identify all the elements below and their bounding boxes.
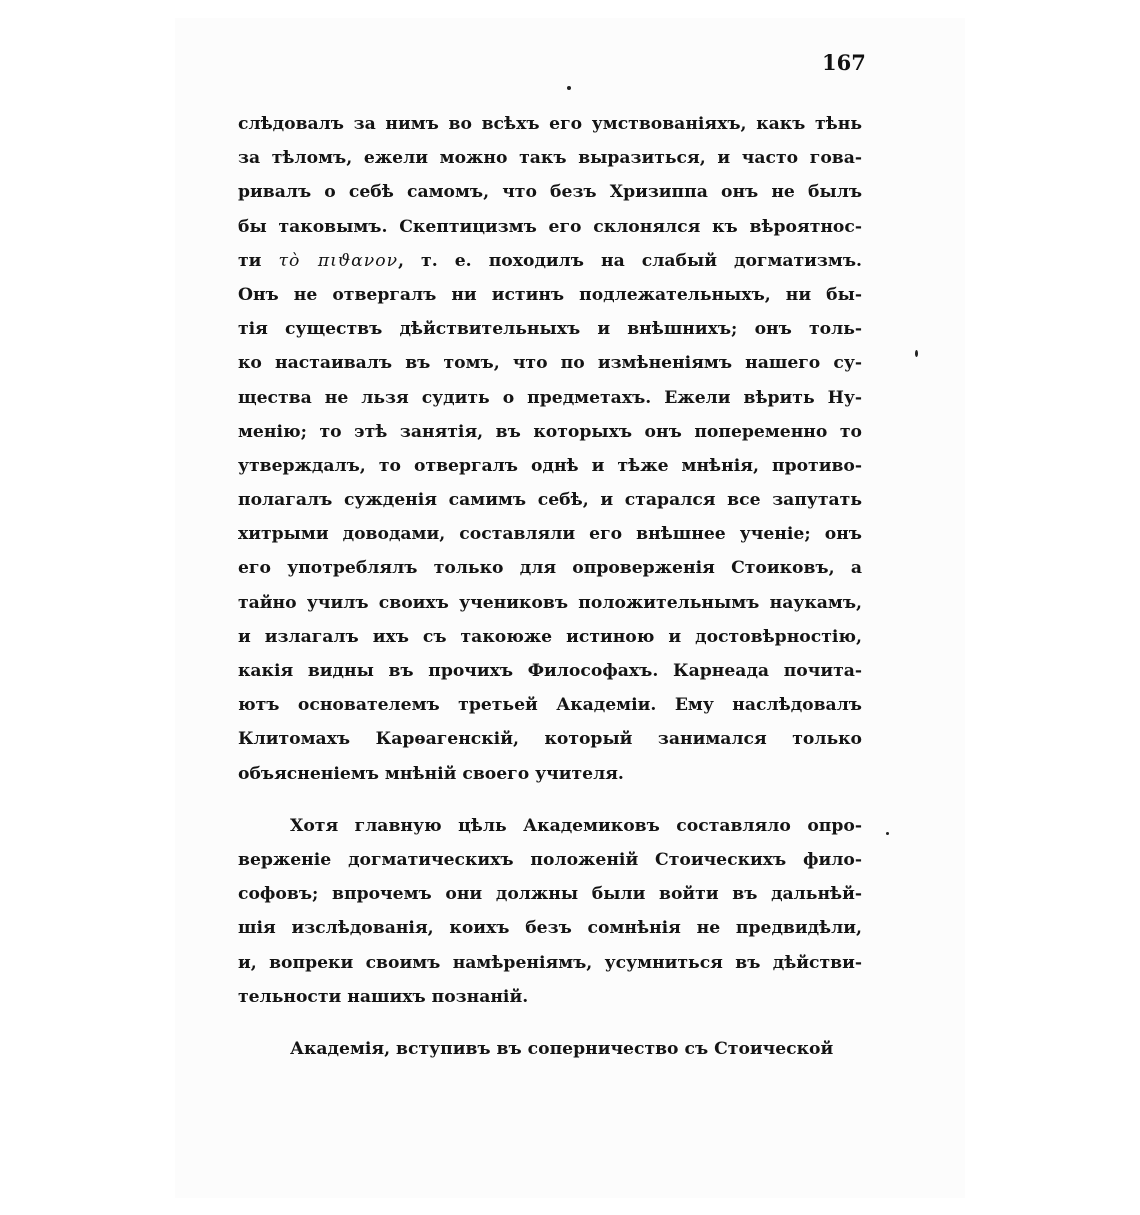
text-segment: за тѣломъ, ежели можно такъ выразиться, и часто гова-	[238, 148, 862, 169]
text-line	[238, 517, 862, 551]
text-segment: шія изслѣдованія, коихъ безъ сомнѣнія не предвидѣли,	[238, 918, 862, 939]
text-line	[238, 654, 862, 688]
text-segment: верженіе догматическихъ положеній Стоическихъ фило-	[238, 849, 862, 870]
text-segment: τὸ πιϑανον	[278, 250, 399, 271]
text-line	[238, 244, 862, 278]
paragraph	[238, 809, 862, 1014]
text-segment: тельности нашихъ познаній.	[238, 986, 529, 1007]
scan-speck	[886, 832, 889, 835]
text-segment: ютъ основателемъ третьей Академіи. Ему наслѣдовалъ	[238, 695, 862, 716]
text-segment: полагалъ сужденія самимъ себѣ, и старался все запутать	[238, 490, 862, 511]
text-line	[238, 757, 862, 791]
text-line	[238, 107, 862, 141]
text-line	[238, 312, 862, 346]
scan-speck	[915, 350, 918, 357]
text-segment: слѣдовалъ за нимъ во всѣхъ его умствованіяхъ, какъ тѣнь	[238, 114, 862, 134]
text-line	[238, 175, 862, 209]
paragraph	[238, 1032, 862, 1066]
text-segment: Клитомахъ Карѳагенскій, который занимался только	[238, 729, 862, 750]
text-line	[238, 586, 862, 620]
text-segment: тайно училъ своихъ учениковъ положительнымъ наукамъ,	[238, 592, 862, 613]
text-line	[238, 809, 862, 843]
text-line	[238, 946, 862, 980]
text-segment: и, вопреки своимъ намѣреніямъ, усумниться въ дѣйстви-	[238, 952, 862, 973]
text-line	[238, 346, 862, 380]
text-segment: щества не льзя судить о предметахъ. Ежели вѣрить Ну-	[238, 387, 862, 408]
text-line	[238, 278, 862, 312]
paragraph-gap	[238, 1014, 862, 1032]
text-line	[238, 210, 862, 244]
text-segment: бы таковымъ. Скептицизмъ его склонялся къ вѣроятнос-	[238, 216, 862, 237]
paragraph-gap	[238, 791, 862, 809]
scan-speck	[567, 86, 571, 90]
text-line	[238, 551, 862, 585]
text-segment: Хотя главную цѣль Академиковъ составляло опро-	[290, 815, 862, 836]
text-segment: хитрыми доводами, составляли его внѣшнее ученіе; онъ	[238, 524, 862, 545]
text-line	[238, 688, 862, 722]
text-line	[238, 980, 862, 1014]
text-segment: тія существъ дѣйствительныхъ и внѣшнихъ; онъ толь-	[238, 319, 862, 340]
text-segment: какія видны въ прочихъ Философахъ. Карнеада почита-	[238, 661, 862, 681]
text-segment: ко настаивалъ въ томъ, что по измѣненіямъ нашего су-	[238, 353, 862, 374]
paragraph	[238, 107, 862, 791]
text-line	[238, 381, 862, 415]
text-line	[238, 449, 862, 483]
text-line	[238, 415, 862, 449]
page-text	[238, 107, 862, 1066]
text-line	[238, 141, 862, 175]
page-number: 167	[822, 50, 866, 75]
text-segment: утверждалъ, то отвергалъ однѣ и тѣже мнѣнія, противо-	[238, 455, 862, 476]
text-segment: Онъ не отвергалъ ни истинъ подлежательныхъ, ни бы-	[238, 284, 862, 305]
text-line	[238, 483, 862, 517]
text-line	[238, 620, 862, 654]
text-segment: , т. е. походилъ на слабый догматизмъ.	[398, 250, 862, 271]
text-line	[238, 843, 862, 877]
text-segment: и излагалъ ихъ съ такоюже истиною и достовѣрностію,	[238, 626, 862, 647]
text-segment: ти	[238, 250, 279, 271]
text-segment: ривалъ о себѣ самомъ, что безъ Хризиппа онъ не былъ	[238, 182, 862, 203]
text-segment: его употреблялъ только для опроверженія Стоиковъ, а	[238, 558, 862, 579]
text-segment: объясненіемъ мнѣній своего учителя.	[238, 763, 624, 784]
text-line	[238, 877, 862, 911]
text-line	[238, 722, 862, 756]
text-segment: софовъ; впрочемъ они должны были войти въ дальнѣй-	[238, 884, 862, 905]
text-line	[238, 1032, 862, 1066]
text-line	[238, 911, 862, 945]
text-segment: менію; то этѣ занятія, въ которыхъ онъ попеременно то	[238, 421, 862, 442]
text-segment: Академія, вступивъ въ соперничество съ Стоической	[290, 1038, 834, 1059]
